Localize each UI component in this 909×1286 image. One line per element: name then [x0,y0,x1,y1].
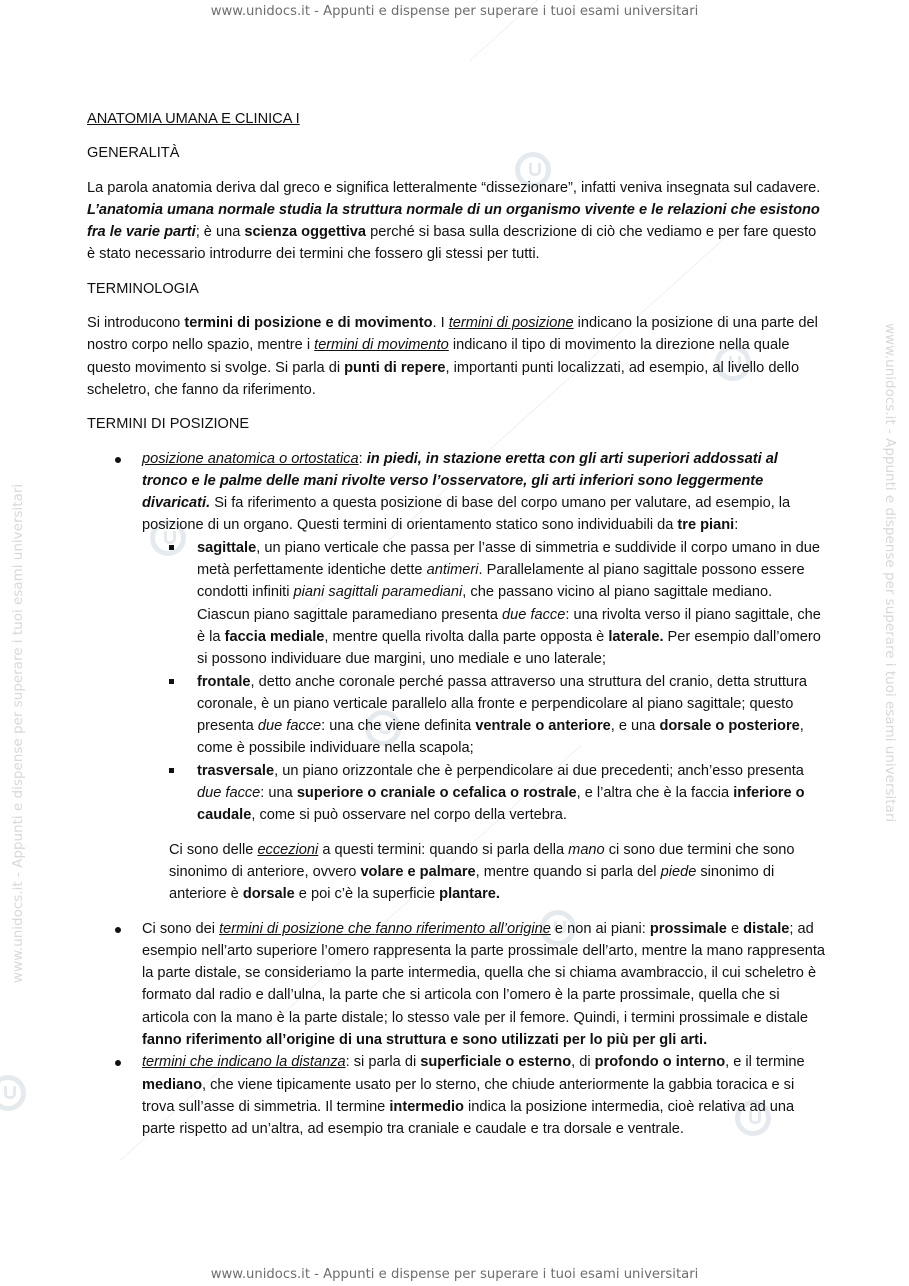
text: sinonimo di anteriore è [169,863,775,903]
underlined-term: termini di posizione [448,315,574,332]
text: : si parla di [345,1054,421,1071]
bold-text: laterale. [608,628,664,645]
italic-text: mano [568,841,605,858]
square-bullet-icon [169,545,174,550]
text: , e una [610,718,660,735]
bold-text: ventrale o anteriore [475,718,611,735]
text: La parola anatomia deriva dal greco e significa letteralmente “dissezionare”, infatti veniva insegnata sul cadavere. [87,179,821,196]
bold-text: scienza oggettiva [244,224,367,241]
bold-text: plantare. [439,886,500,903]
italic-text: piani sagittali paramediani [293,584,463,601]
document-body [87,108,825,1140]
text: Si introducono [87,315,185,332]
text: , un piano verticale che passa per l’asse di simmetria e suddivide il corpo umano in due metà perfettamente identiche dette [197,539,821,579]
italic-text: piede [660,863,697,880]
bold-text: dorsale [242,886,295,903]
side-watermark-right: www.unidocs.it - Appunti e dispense per superare i tuoi esami universitari [882,323,898,823]
text: , mentre quella rivolta dalla parte opposta è [324,628,609,645]
bold-text: prossimale [649,920,727,937]
text: ; ad esempio nell’arto superiore l’omero rappresenta la parte prossimale dell’arto, mentre la mano rappresenta la parte distale, se consideriamo la parte intermedia, quella che si chiama avambraccio, il cui scheletro è formato dal radio e dall’ulna, la parte che si articola con l’omero è la parte prossimale, quella che si articola con la mano è la parte distale; lo stesso vale per il femore. Quindi, i termini prossimale e distale [142,920,826,1026]
side-watermark-left: www.unidocs.it - Appunti e dispense per superare i tuoi esami universitari [10,483,26,983]
watermark-logo-icon [0,1075,26,1111]
text: , un piano orizzontale che è perpendicolare ai due precedenti; anch’esso presenta [274,762,804,779]
italic-text: due facce [257,718,322,735]
text: Si fa riferimento a questa posizione di base del corpo umano per valutare, ad esempio, la posizione di un organo. Questi termini di orientamento statico sono individuabili da [142,495,791,534]
underlined-term: termini di posizione che fanno riferimento all’origine [219,920,551,937]
text: Ci sono delle [169,841,258,858]
underlined-term: eccezioni [257,841,319,858]
page-header-watermark: www.unidocs.it - Appunti e dispense per superare i tuoi esami universitari [210,4,699,19]
bold-text: termini di posizione e di movimento [184,315,433,332]
sub-bullet-item [87,760,825,827]
text: , detto anche coronale perché passa attraverso una struttura del cranio, detta struttura coronale, è un piano verticale parallelo alla fronte e perpendicolare al piano sagittale; questo presenta [197,673,808,735]
bullet-item [87,918,825,1052]
bold-text: sagittale [197,539,257,556]
text: a questi termini: quando si parla della [318,841,569,858]
text: indicano la posizione di una parte del nostro corpo nello spazio, mentre i [87,315,818,354]
text: , di [571,1054,595,1071]
text: , mentre quando si parla del [475,863,661,880]
bullet-icon [115,457,121,463]
bold-text: tre piani [677,517,735,534]
bold-text: inferiore o caudale [197,785,805,824]
square-bullet-icon [169,679,174,684]
text: : una che viene definita [321,718,476,735]
italic-text: due facce [197,785,261,802]
text: indica la posizione intermedia, cioè relativa ad una parte rispetto ad un’altra, ad esempio tra craniale e caudale e tra dorsale e ventrale. [142,1098,795,1138]
underlined-term: termini di movimento [314,337,449,354]
text: Ci sono dei [142,920,220,937]
text: e non ai piani: [550,920,650,937]
paragraph-terminologia [87,312,825,401]
emphasis-text: in piedi, in stazione eretta con gli arti superiori addossati al tronco e le palme delle mani rivolte verso l’osservatore, gli arti inferiori sono leggermente divaricati. [142,450,778,512]
text: e poi c’è la superficie [294,886,440,903]
bold-text: mediano [142,1076,203,1093]
bullet-icon [115,927,121,933]
bold-text: dorsale o posteriore [659,718,800,735]
text: , importanti punti localizzati, ad esempio, al livello dello scheletro, che fanno da riferimento. [87,359,800,398]
text: , come si può osservare nel corpo della vertebra. [251,807,567,824]
bold-text: superficiale o esterno [420,1054,572,1071]
text: , come è possibile individuare nella scapola; [197,718,804,757]
text: , e il termine [725,1054,805,1071]
bold-text: punti di repere [344,359,446,376]
document-title: ANATOMIA UMANA E CLINICA I [87,111,300,127]
sub-bullet-item [87,537,825,671]
bold-text: intermedio [389,1098,464,1115]
bullet-icon [115,1060,121,1066]
text: . I [432,315,449,332]
bullet-item [87,448,825,537]
heading-terminologia: TERMINOLOGIA [87,280,199,297]
bold-text: faccia mediale [224,628,325,645]
page-footer-watermark: www.unidocs.it - Appunti e dispense per superare i tuoi esami universitari [210,1267,699,1282]
bold-text: distale [743,920,790,937]
bold-text: trasversale [197,762,275,779]
bold-text: fanno riferimento all’origine di una struttura e sono utilizzati per lo più per gli arti. [142,1031,708,1048]
text: ci sono due termini che sono sinonimo di anteriore, ovvero [169,841,795,880]
text: e [726,920,744,937]
text: : [734,517,739,534]
paragraph-generalita [87,177,825,266]
text: indicano il tipo di movimento la direzione nella quale questo movimento si svolge. Si parla di [87,337,790,376]
heading-termini-posizione: TERMINI DI POSIZIONE [87,416,250,433]
underlined-term: posizione anatomica o ortostatica [142,450,359,467]
text: ; è una [195,224,245,241]
text: . Parallelamente al piano sagittale possono essere condotti infiniti [197,562,805,601]
text: : [358,450,367,467]
bold-text: frontale [197,673,251,690]
text: , che viene tipicamente usato per lo sterno, che chiude anteriormente la gabbia toracica e si trova sull’asse di simmetria. Il termine [142,1076,795,1115]
square-bullet-icon [169,768,174,773]
bullet-item [87,1051,825,1140]
text: : una [260,785,297,802]
paragraph-eccezioni [87,839,825,906]
text: , e l’altra che è la faccia [576,785,734,802]
sub-bullet-item [87,671,825,760]
text: , che passano vicino al piano sagittale mediano. Ciascun piano sagittale paramediano presenta [197,584,773,623]
italic-text: due facce [502,606,566,623]
bold-text: volare e palmare [360,863,476,880]
bold-text: superiore o craniale o cefalica o rostrale [296,785,577,802]
underlined-term: termini che indicano la distanza [142,1054,346,1071]
italic-text: antimeri [426,562,479,579]
text: Per esempio dall’omero si possono individuare due margini, uno mediale e uno laterale; [197,628,821,668]
heading-generalita: GENERALITÀ [87,145,180,162]
bold-text: profondo o interno [594,1054,726,1071]
text: perché si basa sulla descrizione di ciò che vediamo e per fare questo è stato necessario introdurre dei termini che fossero gli stessi per tutti. [87,224,817,263]
text: : una rivolta verso il piano sagittale, che è la [197,606,821,645]
emphasis-text: L’anatomia umana normale studia la struttura normale di un organismo vivente e le relazioni che esistono fra le varie parti [87,201,820,241]
